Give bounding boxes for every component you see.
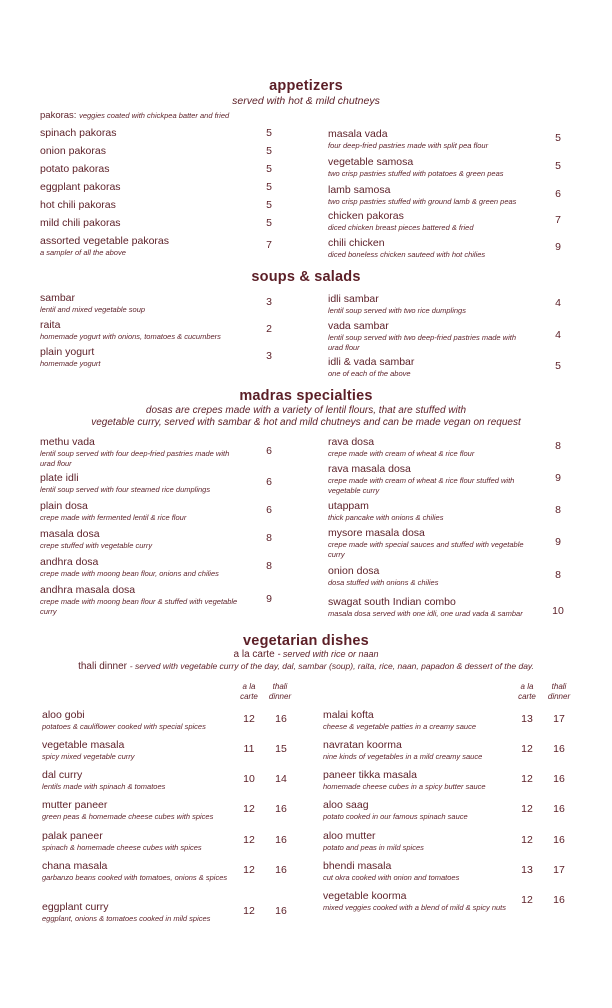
item-description: spinach & homemade cheese cubes with spices [42,843,202,852]
item-price: 6 [266,445,272,457]
item-name: masala dosa [40,528,100,540]
item-description: potatoes & cauliflower cooked with special spices [42,722,206,731]
item-name: chicken pakoras [328,210,404,222]
item-description: two crisp pastries stuffed with potatoes & green peas [328,169,504,178]
item-name: idli sambar [328,293,379,305]
item-price: 7 [555,214,561,227]
thali-note: - served with vegetable curry of the day, dal, sambar (soup), raita, rice, naan, papadon & dessert of the day. [129,661,534,671]
price-alacarte: 12 [521,834,533,847]
item-price: 10 [552,605,564,617]
item-price: 4 [555,297,561,310]
col-header-thali-line2: dinner [547,692,571,701]
item-name: plain dosa [40,500,88,512]
item-price: 8 [555,504,561,517]
item-name: mysore masala dosa [328,527,425,539]
item-description: homemade cheese cubes in a spicy butter sauce [323,782,486,791]
menu-item [40,319,270,342]
item-description: crepe made with cream of wheat & rice flour [328,449,475,458]
menu-item [40,436,245,468]
item-price: 3 [266,350,272,363]
appetizers-heading: appetizers [269,78,343,94]
alacarte-line [0,649,612,660]
menu-item [40,235,270,258]
item-description: lentils made with spinach & tomatoes [42,782,166,791]
item-name: malai kofta [323,709,374,721]
item-price: 8 [266,532,272,545]
menu-item [40,217,270,230]
item-description: thick pancake with onions & chilies [328,513,444,522]
thali-line [0,661,612,672]
item-description: crepe stuffed with vegetable curry [40,541,153,550]
menu-item [328,500,533,523]
item-price: 8 [555,440,561,453]
menu-item [42,769,232,792]
price-thali: 16 [275,803,287,816]
item-description: garbanzo beans cooked with tomatoes, onions & spices [42,873,228,882]
menu-item [40,584,245,616]
item-description: crepe made with cream of wheat & rice flour stuffed with vegetable curry [328,476,515,495]
menu-item [40,500,245,523]
col-header-alacarte-line2: carte [518,692,536,701]
item-description: crepe made with special sauces and stuffed with vegetable curry [328,540,524,559]
item-price: 9 [555,241,561,254]
item-description: mixed veggies cooked with a blend of mild & spicy nuts [323,903,507,912]
item-description: homemade yogurt [40,359,101,368]
col-header-thali-line1: thali [272,682,288,691]
price-thali: 17 [553,713,565,726]
item-description: lentil soup served with two deep-fried pastries made with urad flour [328,333,517,352]
price-thali: 16 [275,905,287,918]
alacarte-note: - served with rice or naan [277,649,379,659]
price-thali: 14 [275,773,287,786]
menu-item [328,565,533,588]
item-name: eggplant pakoras [40,181,121,193]
item-name: raita [40,319,61,331]
item-price: 5 [266,162,272,175]
item-name: onion dosa [328,565,380,577]
menu-item [328,237,548,260]
price-alacarte: 13 [521,713,533,726]
alacarte-label: a la carte [233,649,275,660]
item-name: spinach pakoras [40,127,117,139]
item-name: masala vada [328,128,388,140]
col-header-thali-line2: dinner [268,692,292,701]
item-description: cut okra cooked with onion and tomatoes [323,873,460,882]
price-alacarte: 12 [521,894,533,907]
menu-item [40,556,245,579]
menu-item [40,292,270,315]
price-alacarte: 12 [243,834,255,847]
item-price: 5 [555,132,561,145]
item-name: palak paneer [42,830,103,842]
soups-heading: soups & salads [251,269,361,285]
item-name: assorted vegetable pakoras [40,235,169,247]
menu-item [323,860,513,883]
item-description: cheese & vegetable patties in a creamy sauce [323,722,477,731]
col-header-thali-left [263,682,297,702]
item-description: potato and peas in mild spices [323,843,424,852]
menu-item [328,356,533,379]
item-price: 4 [555,329,561,341]
madras-heading: madras specialties [239,388,373,404]
item-description: spicy mixed vegetable curry [42,752,135,761]
price-thali: 16 [553,834,565,847]
price-thali: 15 [275,743,287,756]
price-thali: 16 [553,894,565,907]
col-header-alacarte-line1: a la [242,682,256,691]
item-price: 3 [266,296,272,309]
item-name: plain yogurt [40,346,95,358]
item-description: a sampler of all the above [40,248,126,257]
menu-item [323,769,513,792]
item-description: one of each of the above [328,369,411,378]
item-name: idli & vada sambar [328,356,415,368]
item-description: dosa stuffed with onions & chilies [328,578,439,587]
pakoras-label: pakoras: [40,110,77,121]
menu-item [328,128,548,151]
item-name: rava dosa [328,436,375,448]
item-price: 8 [555,569,561,582]
menu-item [328,436,533,459]
item-name: andhra masala dosa [40,584,136,596]
price-thali: 16 [553,803,565,816]
price-thali: 16 [275,834,287,847]
item-name: eggplant curry [42,901,109,913]
menu-item [328,210,548,233]
menu-item [328,596,533,619]
item-name: vegetable masala [42,739,125,751]
price-thali: 16 [553,773,565,786]
item-price: 5 [266,126,272,139]
price-alacarte: 10 [243,773,255,786]
col-header-alacarte-line1: a la [520,682,534,691]
item-price: 6 [266,504,272,517]
menu-item [40,163,270,176]
item-description: lentil soup served with four steamed rice dumplings [40,485,211,494]
item-name: methu vada [40,436,95,448]
vegetarian-heading: vegetarian dishes [243,633,369,649]
item-name: dal curry [42,769,83,781]
item-name: vada sambar [328,320,389,332]
item-name: mild chili pakoras [40,217,121,229]
item-name: lamb samosa [328,184,391,196]
item-price: 5 [555,160,561,173]
menu-item [328,184,548,207]
item-name: vegetable samosa [328,156,414,168]
pakoras-note: veggies coated with chickpea batter and fried [79,111,230,120]
menu-item [323,830,513,853]
menu-item [328,463,533,495]
item-description: masala dosa served with one idli, one urad vada & sambar [328,609,523,618]
thali-label: thali dinner [78,661,127,672]
item-name: onion pakoras [40,145,106,157]
item-name: sambar [40,292,76,304]
menu-item [328,156,548,179]
menu-item [40,181,270,194]
item-name: potato pakoras [40,163,110,175]
menu-item [323,739,513,762]
item-name: paneer tikka masala [323,769,417,781]
item-price: 6 [555,188,561,201]
menu-item [42,709,232,732]
item-description: potato cooked in our famous spinach sauce [323,812,468,821]
menu-item [42,739,232,762]
item-description: lentil soup served with four deep-fried pastries made with urad flour [40,449,230,468]
item-description: nine kinds of vegetables in a mild creamy sauce [323,752,483,761]
item-name: chili chicken [328,237,385,249]
col-header-thali-line1: thali [551,682,567,691]
menu-item [323,799,513,822]
item-price: 5 [266,180,272,193]
menu-item [42,901,232,924]
menu-item [323,709,513,732]
item-description: crepe made with moong bean flour, onions and chilies [40,569,219,578]
price-thali: 17 [553,864,565,877]
item-name: utappam [328,500,369,512]
item-name: aloo gobi [42,709,85,721]
menu-item [328,320,533,352]
col-header-alacarte-line2: carte [240,692,258,701]
menu-item [42,860,232,883]
item-name: aloo mutter [323,830,376,842]
item-description: crepe made with fermented lentil & rice flour [40,513,187,522]
col-header-alacarte-left [232,682,266,702]
price-alacarte: 12 [243,803,255,816]
item-description: eggplant, onions & tomatoes cooked in mild spices [42,914,211,923]
col-header-thali-right [542,682,576,702]
item-price: 5 [266,144,272,157]
item-name: andhra dosa [40,556,99,568]
item-price: 2 [266,323,272,336]
item-description: two crisp pastries stuffed with ground lamb & green peas [328,197,517,206]
item-name: navratan koorma [323,739,402,751]
menu-item [40,145,270,158]
madras-subtitle-1: dosas are crepes made with a variety of lentil flours, that are stuffed with [145,405,467,416]
price-alacarte: 12 [521,773,533,786]
item-description: lentil soup served with two rice dumplings [328,306,466,315]
item-price: 5 [266,216,272,229]
item-name: rava masala dosa [328,463,411,475]
appetizers-subtitle: served with hot & mild chutneys [232,95,380,107]
item-name: mutter paneer [42,799,108,811]
price-alacarte: 12 [243,905,255,918]
item-name: swagat south Indian combo [328,596,456,608]
item-name: aloo saag [323,799,369,811]
pakoras-intro [40,110,229,121]
item-description: diced boneless chicken sauteed with hot chilies [328,250,486,259]
menu-item [40,346,270,369]
menu-item [40,199,270,212]
price-alacarte: 13 [521,864,533,877]
item-description: diced chicken breast pieces battered & fried [328,223,474,232]
item-price: 5 [266,198,272,211]
menu-item [328,293,533,316]
menu-item [42,830,232,853]
menu-item [40,528,245,551]
item-price: 5 [555,360,561,373]
menu-item [42,799,232,822]
item-price: 9 [555,472,561,484]
item-price: 7 [266,239,272,252]
price-alacarte: 12 [521,743,533,756]
item-name: hot chili pakoras [40,199,116,211]
menu-item [328,527,533,559]
item-description: homemade yogurt with onions, tomatoes & cucumbers [40,332,221,341]
price-thali: 16 [275,864,287,877]
item-name: bhendi masala [323,860,392,872]
item-description: four deep-fried pastries made with split pea flour [328,141,489,150]
price-alacarte: 12 [243,713,255,726]
menu-item [40,472,245,495]
item-name: vegetable koorma [323,890,407,902]
menu-item [323,890,513,913]
price-thali: 16 [553,743,565,756]
price-alacarte: 12 [521,803,533,816]
price-alacarte: 12 [243,864,255,877]
item-price: 9 [266,593,272,605]
madras-subtitle-2: vegetable curry, served with sambar & hot and mild chutneys and can be made vegan on request [91,417,521,428]
item-price: 8 [266,560,272,573]
col-header-alacarte-right [510,682,544,702]
item-price: 9 [555,536,561,548]
item-price: 6 [266,476,272,489]
price-thali: 16 [275,713,287,726]
item-description: lentil and mixed vegetable soup [40,305,146,314]
item-description: crepe made with moong bean flour & stuffed with vegetable curry [40,597,238,616]
menu-item [40,127,270,140]
price-alacarte: 11 [243,743,255,756]
item-name: plate idli [40,472,79,484]
item-name: chana masala [42,860,108,872]
item-description: green peas & homemade cheese cubes with spices [42,812,214,821]
